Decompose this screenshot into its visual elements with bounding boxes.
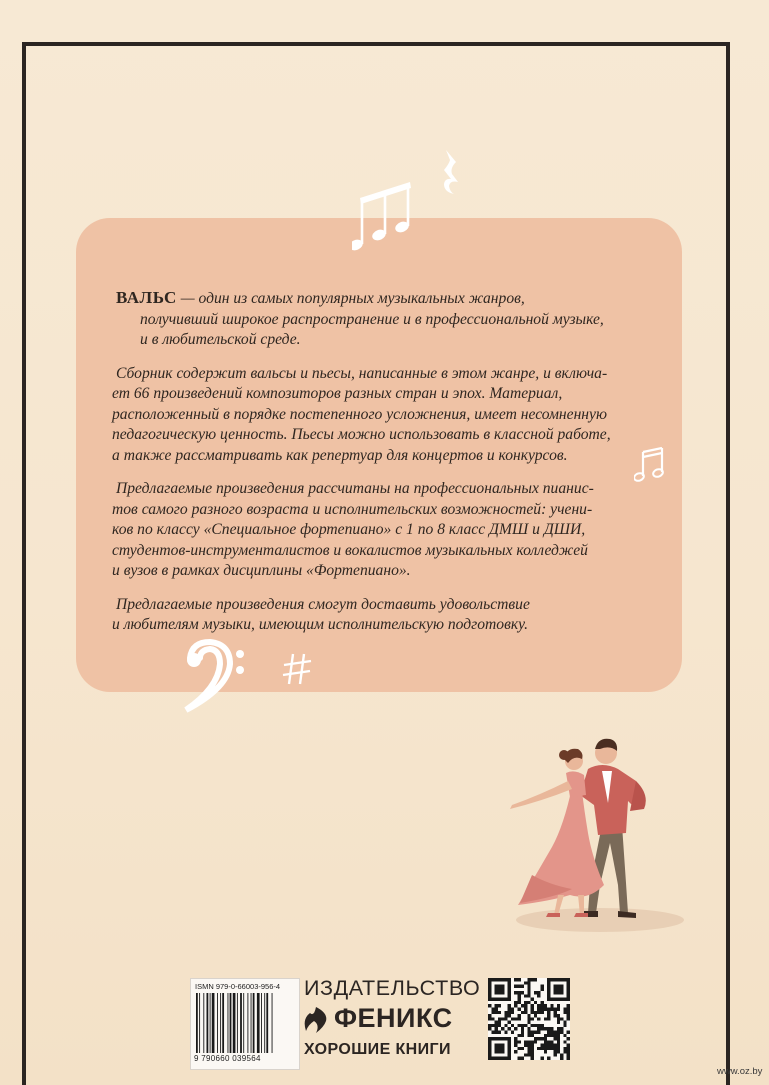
text-line: студентов-инструменталистов и вокалистов музыкальных колледжей (112, 541, 588, 559)
text-line: ков по классу «Специальное фортепиано» с 1 по 8 класс ДМШ и ДШИ, (112, 521, 586, 538)
intro-line-1-text: — один из самых популярных музыкальных жанров, (176, 290, 525, 307)
lead-word-waltz: ВАЛЬС (116, 288, 177, 307)
frame-left-border (22, 42, 26, 1085)
text-line: Сборник содержит вальсы и пьесы, написанные в этом жанре, и включа- (116, 364, 608, 382)
intro-line-2: получивший широкое распространение и в профессиональной музыке, (140, 310, 604, 328)
publisher-label: ИЗДАТЕЛЬСТВО (304, 976, 481, 1000)
intro-line-3: и в любительской среде. (140, 331, 301, 348)
text-line: и вузов в рамках дисциплины «Фортепиано». (112, 562, 411, 579)
paragraph-amateurs (112, 595, 652, 636)
watermark: www.oz.by (717, 1066, 763, 1077)
sharp-sign-icon (282, 652, 314, 686)
quarter-rest-icon (440, 148, 462, 196)
text-line: тов самого разного возраста и исполнительских возможностей: учени- (112, 500, 593, 518)
paragraph-intro (112, 288, 652, 351)
text-line: и любителям музыки, имеющим исполнительскую подготовку. (112, 616, 528, 633)
text-line: расположенный в порядке постепенного усложнения, имеет несомненную (112, 405, 607, 423)
barcode (190, 978, 300, 1070)
text-line: педагогическую ценность. Пьесы можно использовать в классной работе, (112, 426, 611, 443)
paragraph-collection (112, 364, 652, 467)
barcode-bars (196, 993, 294, 1053)
beamed-notes-icon (352, 176, 432, 258)
text-line: Предлагаемые произведения рассчитаны на профессиональных пианис- (116, 480, 594, 497)
dancing-couple-illustration (460, 725, 690, 940)
qr-code-icon (488, 978, 570, 1060)
paragraph-audience (112, 479, 652, 582)
description-text (112, 288, 652, 649)
barcode-digits: 9 790660 039564 (194, 1054, 261, 1063)
text-line: а также рассматривать как репертуар для концертов и конкурсов. (112, 446, 568, 464)
ismn-label: ISMN 979-0-66003-956-4 (195, 982, 281, 991)
frame-top-border (22, 42, 730, 46)
text-line: ет 66 произведений композиторов разных стран и эпох. Материал, (112, 385, 563, 402)
publisher-slogan: ХОРОШИЕ КНИГИ (304, 1041, 451, 1058)
publisher-name: ФЕНИКС (334, 1003, 453, 1033)
frame-right-border (726, 42, 730, 1085)
publisher-logo-icon (302, 1005, 330, 1035)
intro-line-1 (112, 288, 652, 310)
text-line: Предлагаемые произведения смогут доставить удовольствие (116, 595, 530, 613)
